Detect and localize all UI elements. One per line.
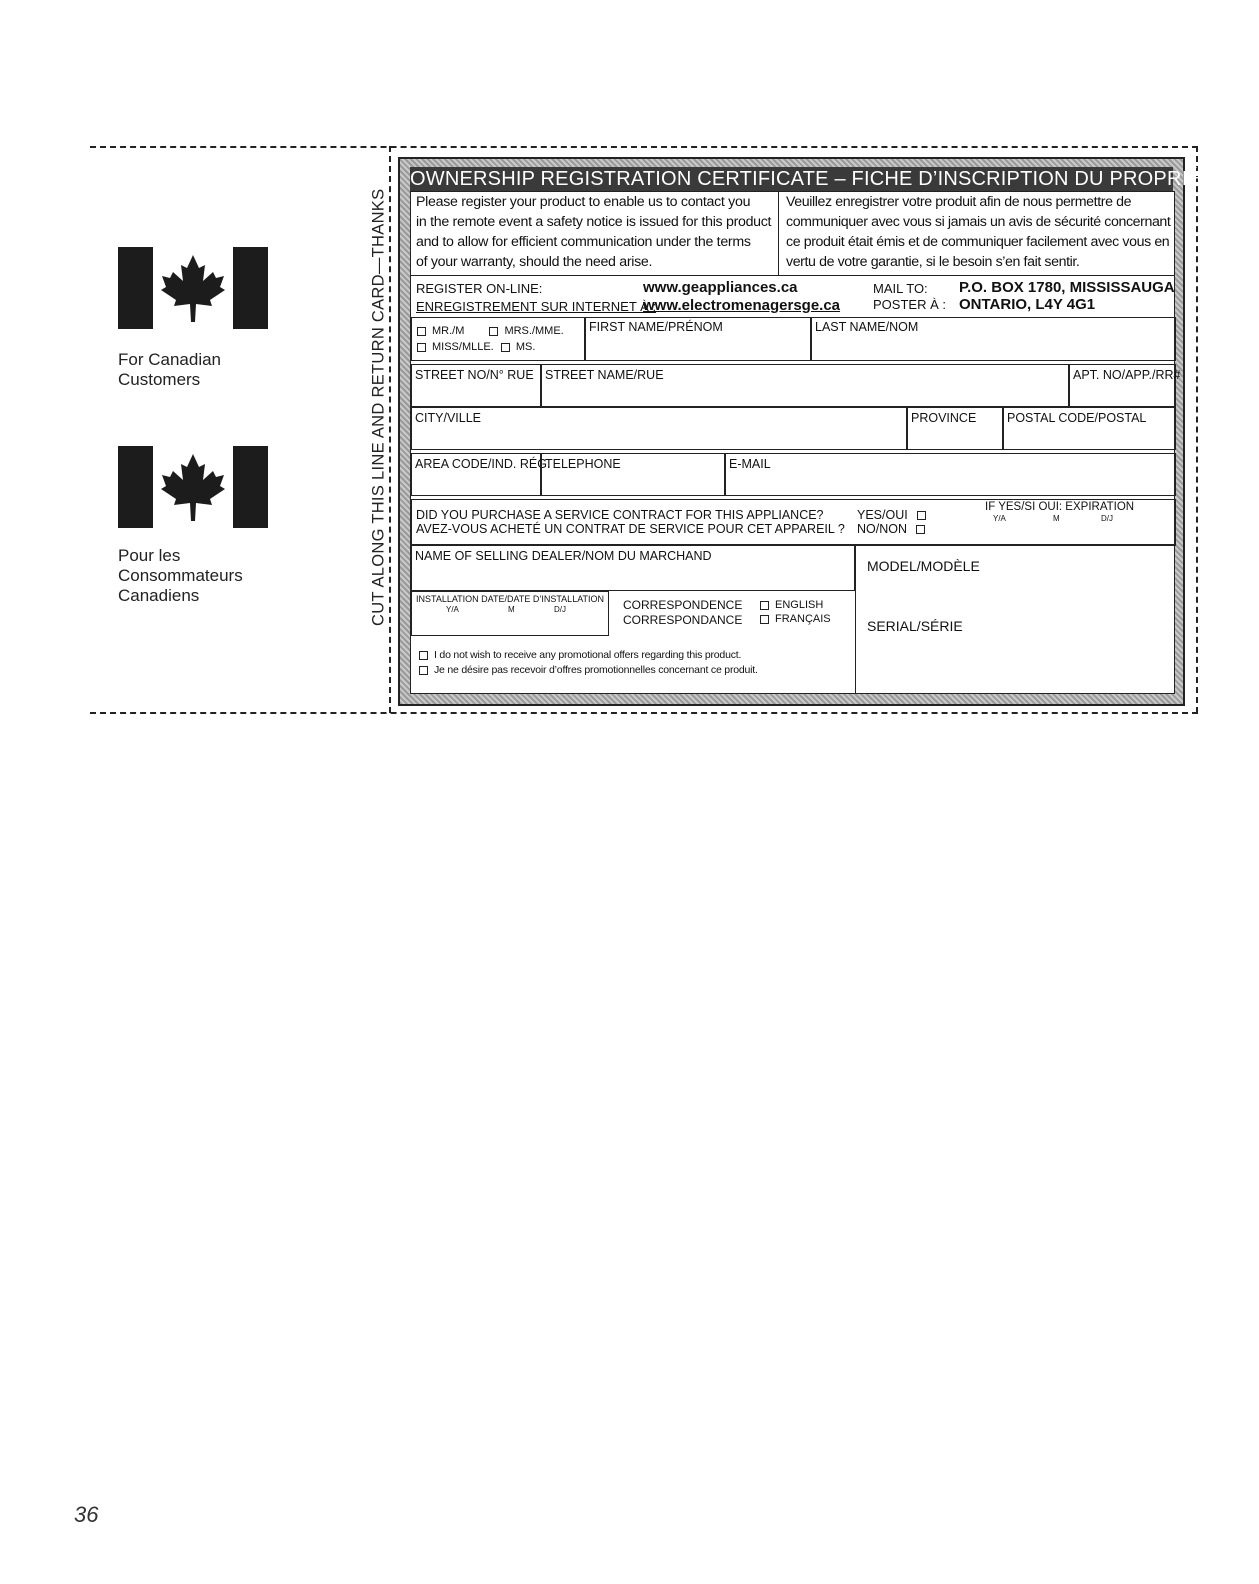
intro-french: Veuillez enregistrer votre produit afin de nous permettre de communiquer avec vous si jamais un avis de sécurité concernant ce produit était émis et de communiquer facilement avec vous en vertu de votre garantie, si le besoin s’en fait sentir.	[786, 194, 1171, 270]
mailing-address-line2: ONTARIO, L4Y 4G1	[959, 296, 1096, 313]
cut-line-left	[389, 146, 391, 713]
caption-english: For Canadian Customers	[118, 350, 222, 389]
canadian-flag-icon	[118, 446, 268, 528]
register-fr-label: ENREGISTREMENT SUR INTERNET À :	[416, 299, 657, 314]
serial-field[interactable]: SERIAL/SÉRIE	[867, 618, 963, 634]
checkbox[interactable]	[760, 601, 769, 610]
correspondence-fr: CORRESPONDANCE	[623, 613, 743, 627]
register-fr-url[interactable]: www.electromenagersge.ca	[643, 297, 841, 314]
cut-line-right	[1196, 146, 1198, 713]
installation-date-field[interactable]: INSTALLATION DATE/DATE D’INSTALLATION Y/A M D/J	[411, 591, 609, 636]
caption-french: Pour les Consommateurs Canadiens	[118, 546, 243, 605]
checkbox[interactable]	[417, 343, 426, 352]
checkbox[interactable]	[419, 666, 428, 675]
service-no: NO/NON	[857, 522, 931, 536]
street-name-field[interactable]: STREET NAME/RUE	[541, 364, 1069, 407]
cut-line-top	[90, 146, 1198, 148]
option-francais: FRANÇAIS	[760, 613, 831, 625]
mail-to-label: MAIL TO:	[873, 281, 928, 296]
checkbox[interactable]	[419, 651, 428, 660]
dealer-field[interactable]: NAME OF SELLING DEALER/NOM DU MARCHAND	[411, 545, 855, 591]
model-field[interactable]: MODEL/MODÈLE	[867, 558, 980, 574]
area-code-field[interactable]: AREA CODE/IND. RÉG.	[411, 453, 541, 496]
registration-card	[398, 157, 1259, 706]
first-name-field[interactable]: FIRST NAME/PRÉNOM	[585, 317, 811, 361]
checkbox[interactable]	[489, 327, 498, 336]
cut-line-bottom	[90, 712, 1198, 714]
expiration-label: IF YES/SI OUI: EXPIRATION	[985, 501, 1135, 513]
city-field[interactable]: CITY/VILLE	[411, 407, 907, 450]
registration-form: Please register your product to enable us to contact you in the remote event a safety notice is issued for this product and to allow for efficient communication under the terms of your warranty, should the need arise. Veuillez enregistrer votre produit afin de nous permettre de communiquer avec vous si jamais un avis de sécurité concernant ce produit était émis et de communiquer facilement avec vous en vertu de votre garantie, si le besoin s’en fait sentir. REGISTER ON-LINE: www.geappliances.ca ENREGISTREMENT SUR INTERNET À : www.electromenagersge.ca MAIL TO: POSTER À : P.O. BOX 1780, MISSISSAUGA ONTARIO, L4Y 4G1 MR./M MRS./MME. MISS/MLLE. MS. FIRST NAME/PRÉNOM LAST NAME/NOM STREET NO/N° RUE STREET NAME/RUE APT. NO/APP./RR# CITY/VILLE PROVINCE POSTAL CODE/POSTAL AREA CODE/IND. RÉG. TELEPHONE E-MAIL DID YOU PURCHASE A SERVICE CONTRACT FOR THIS APPLIANCE? AVEZ-VOUS ACHETÉ UN CONTRAT DE SERVICE POUR CET APPAREIL ? YES/OUI NO/NON IF YES/SI OUI: EXPIRATION Y/A M D/J NAME OF SELLING DEALER/NOM DU MARCHAND MODEL/MODÈLE SERIAL/SÉRIE INSTALLATION DATE/DATE D’INSTALLATION Y/A M D/J CORRESPONDENCE CORRESPONDANCE ENGLISH FRANÇAIS I do not wish to receive any promotional offers regarding this product. Je ne désire pas recevoir d’offres promotionnelles concernant ce produit.	[410, 191, 1175, 694]
intro-english: Please register your product to enable us to contact you in the remote event a safety notice is issued for this product and to allow for efficient communication under the terms of your warranty, should the need arise.	[416, 194, 772, 270]
telephone-field[interactable]: TELEPHONE	[541, 453, 725, 496]
canadian-flag-icon	[118, 247, 268, 329]
register-url[interactable]: www.geappliances.ca	[643, 279, 798, 296]
last-name-field[interactable]: LAST NAME/NOM	[811, 317, 1176, 361]
apartment-field[interactable]: APT. NO/APP./RR#	[1069, 364, 1176, 407]
optout-en: I do not wish to receive any promotional offers regarding this product.	[419, 649, 741, 661]
service-question-en: DID YOU PURCHASE A SERVICE CONTRACT FOR THIS APPLIANCE?	[416, 508, 824, 522]
checkbox[interactable]	[501, 343, 510, 352]
street-number-field[interactable]: STREET NO/N° RUE	[411, 364, 541, 407]
option-english: ENGLISH	[760, 599, 823, 611]
register-label: REGISTER ON-LINE:	[416, 281, 543, 296]
service-question-fr: AVEZ-VOUS ACHETÉ UN CONTRAT DE SERVICE POUR CET APPAREIL ?	[416, 522, 845, 536]
province-field[interactable]: PROVINCE	[907, 407, 1003, 450]
checkbox[interactable]	[760, 615, 769, 624]
poster-label: POSTER À :	[873, 297, 946, 312]
email-field[interactable]: E-MAIL	[725, 453, 1176, 496]
cut-instruction: CUT ALONG THIS LINE AND RETURN CARD—THANKS	[369, 188, 388, 626]
title-row-2: MISS/MLLE. MS.	[417, 341, 535, 353]
title-row-1: MR./M MRS./MME.	[417, 325, 564, 337]
checkbox[interactable]	[916, 525, 925, 534]
checkbox[interactable]	[417, 327, 426, 336]
title-selection	[411, 317, 585, 361]
checkbox[interactable]	[917, 511, 926, 520]
correspondence-en: CORRESPONDENCE	[623, 598, 743, 612]
postal-code-field[interactable]: POSTAL CODE/POSTAL	[1003, 407, 1176, 450]
service-yes: YES/OUI	[857, 508, 932, 522]
mailing-address-line1: P.O. BOX 1780, MISSISSAUGA	[959, 279, 1175, 296]
page-number: 36	[74, 1502, 99, 1527]
optout-fr: Je ne désire pas recevoir d’offres promotionnelles concernant ce produit.	[419, 664, 758, 676]
card-title: OWNERSHIP REGISTRATION CERTIFICATE – FICHE D’INSCRIPTION DU PROPRIÉTAIRE	[410, 168, 1259, 190]
